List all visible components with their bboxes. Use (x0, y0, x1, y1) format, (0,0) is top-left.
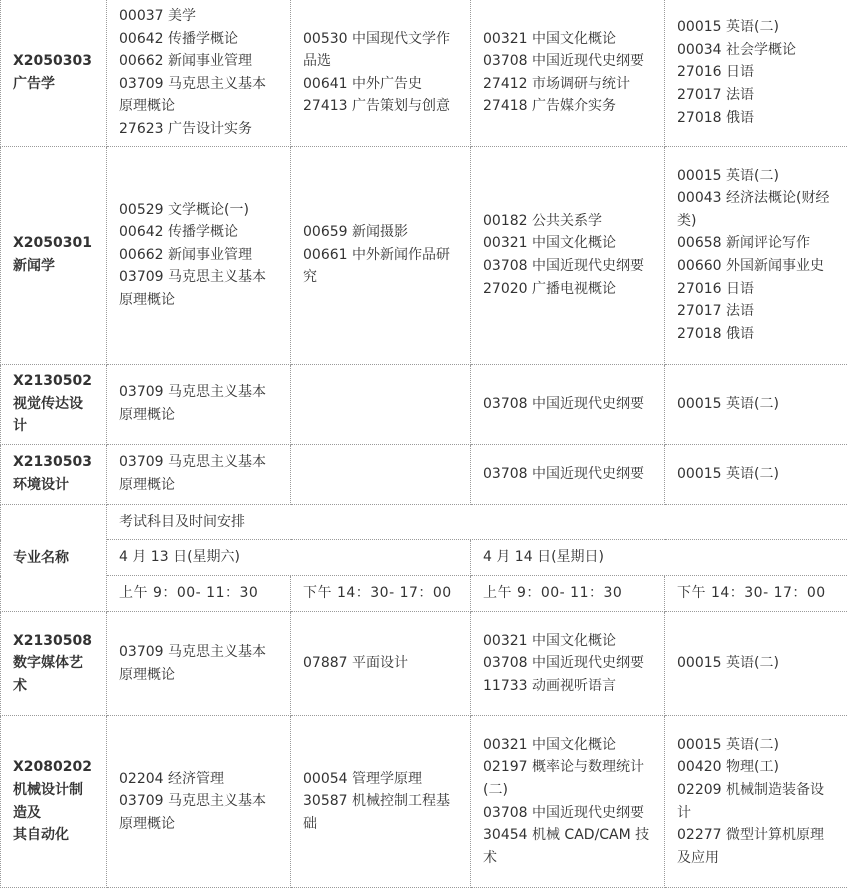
subject-item: 27413 广告策划与创意 (303, 95, 458, 118)
subject-item: 00182 公共关系学 (483, 210, 652, 233)
time-slot-header: 上午 9：00- 11：30 (471, 576, 665, 612)
subject-item: 00642 传播学概论 (119, 28, 278, 51)
subject-item: 03709 马克思主义基本原理概论 (119, 451, 278, 496)
table-row (1, 0, 848, 146)
subject-item: 27017 法语 (677, 84, 836, 107)
subject-item: 00662 新闻事业管理 (119, 50, 278, 73)
subjects-cell (471, 146, 665, 364)
major-cell (1, 146, 107, 364)
subjects-cell (291, 716, 471, 888)
major-cell (1, 716, 107, 888)
major-cell (1, 444, 107, 504)
header-row-slots (1, 576, 848, 612)
subject-item: 02197 概率论与数理统计(二) (483, 756, 652, 801)
subject-item: 03708 中国近现代史纲要 (483, 463, 652, 486)
subject-item: 02277 微型计算机原理及应用 (677, 824, 836, 869)
subject-item: 27623 广告设计实务 (119, 118, 278, 141)
major-name: 环境设计 (13, 474, 94, 497)
subject-item: 27018 俄语 (677, 323, 836, 346)
subject-item: 00321 中国文化概论 (483, 630, 652, 653)
subject-item: 27412 市场调研与统计 (483, 73, 652, 96)
major-name: 新闻学 (13, 255, 94, 278)
major-cell (1, 364, 107, 444)
subjects-cell (471, 716, 665, 888)
major-code: X2050303 (13, 50, 94, 73)
header-row-days (1, 540, 848, 576)
header-row-schedule (1, 504, 848, 540)
subjects-cell (665, 612, 848, 716)
subjects-cell (665, 146, 848, 364)
major-code: X2130502 (13, 370, 94, 393)
subject-item: 03708 中国近现代史纲要 (483, 50, 652, 73)
subject-item: 27016 日语 (677, 278, 836, 301)
major-name: 广告学 (13, 73, 94, 96)
subject-item: 00043 经济法概论(财经类) (677, 187, 836, 232)
subject-item: 00420 物理(工) (677, 756, 836, 779)
subjects-cell (291, 444, 471, 504)
major-cell (1, 0, 107, 146)
subject-item: 27016 日语 (677, 61, 836, 84)
subject-item: 02209 机械制造装备设计 (677, 779, 836, 824)
subject-item: 00054 管理学原理 (303, 768, 458, 791)
subject-item: 03708 中国近现代史纲要 (483, 255, 652, 278)
subjects-cell (291, 146, 471, 364)
major-code: X2080202 (13, 756, 94, 779)
subjects-cell (291, 612, 471, 716)
subject-item: 27018 俄语 (677, 107, 836, 130)
subjects-cell (665, 364, 848, 444)
time-slot-header: 下午 14：30- 17：00 (665, 576, 848, 612)
table-row (1, 444, 848, 504)
subject-item: 00661 中外新闻作品研究 (303, 244, 458, 289)
subject-item: 00015 英语(二) (677, 16, 836, 39)
subjects-cell (471, 364, 665, 444)
subject-item: 07887 平面设计 (303, 652, 458, 675)
subject-item: 00034 社会学概论 (677, 39, 836, 62)
major-name: 机械设计制造及 (13, 779, 94, 824)
major-name-header: 专业名称 (1, 504, 107, 612)
table-row (1, 716, 848, 888)
subject-item: 00659 新闻摄影 (303, 221, 458, 244)
subjects-cell (665, 0, 848, 146)
day-header-1: 4 月 13 日(星期六) (107, 540, 471, 576)
subject-item: 27017 法语 (677, 300, 836, 323)
major-cell (1, 612, 107, 716)
subject-item: 00642 传播学概论 (119, 221, 278, 244)
schedule-header: 考试科目及时间安排 (107, 504, 848, 540)
subjects-cell (665, 444, 848, 504)
major-name: 数字媒体艺术 (13, 652, 94, 697)
subjects-cell (471, 444, 665, 504)
table-row (1, 146, 848, 364)
subject-item: 02204 经济管理 (119, 768, 278, 791)
subject-item: 00321 中国文化概论 (483, 734, 652, 757)
subjects-cell (291, 364, 471, 444)
subject-item: 00641 中外广告史 (303, 73, 458, 96)
subject-item: 03709 马克思主义基本原理概论 (119, 266, 278, 311)
subjects-cell (107, 612, 291, 716)
subject-item: 30587 机械控制工程基础 (303, 790, 458, 835)
subject-item: 00321 中国文化概论 (483, 232, 652, 255)
subject-item: 00660 外国新闻事业史 (677, 255, 836, 278)
subjects-cell (107, 716, 291, 888)
major-name: 其自动化 (13, 824, 94, 847)
day-header-2: 4 月 14 日(星期日) (471, 540, 848, 576)
subjects-cell (107, 444, 291, 504)
subject-item: 00662 新闻事业管理 (119, 244, 278, 267)
major-code: X2130508 (13, 630, 94, 653)
table-row (1, 364, 848, 444)
major-code: X2130503 (13, 451, 94, 474)
time-slot-header: 上午 9：00- 11：30 (107, 576, 291, 612)
subjects-cell (471, 0, 665, 146)
subject-item: 03708 中国近现代史纲要 (483, 393, 652, 416)
subject-item: 03708 中国近现代史纲要 (483, 652, 652, 675)
subject-item: 00015 英语(二) (677, 734, 836, 757)
subject-item: 00015 英语(二) (677, 652, 836, 675)
major-name: 视觉传达设计 (13, 393, 94, 438)
subject-item: 00037 美学 (119, 5, 278, 28)
major-code: X2050301 (13, 232, 94, 255)
subject-item: 00015 英语(二) (677, 463, 836, 486)
subject-item: 00015 英语(二) (677, 165, 836, 188)
subject-item: 11733 动画视听语言 (483, 675, 652, 698)
subject-item: 03709 马克思主义基本原理概论 (119, 641, 278, 686)
subjects-cell (665, 716, 848, 888)
subject-item: 00529 文学概论(一) (119, 199, 278, 222)
subjects-cell (107, 146, 291, 364)
subject-item: 03709 马克思主义基本原理概论 (119, 790, 278, 835)
time-slot-header: 下午 14：30- 17：00 (291, 576, 471, 612)
subjects-cell (471, 612, 665, 716)
subject-item: 27020 广播电视概论 (483, 278, 652, 301)
subject-item: 30454 机械 CAD/CAM 技术 (483, 824, 652, 869)
subjects-cell (291, 0, 471, 146)
subject-item: 03709 马克思主义基本原理概论 (119, 381, 278, 426)
subject-item: 00658 新闻评论写作 (677, 232, 836, 255)
subject-item: 00530 中国现代文学作品选 (303, 28, 458, 73)
subject-item: 27418 广告媒介实务 (483, 95, 652, 118)
subject-item: 00321 中国文化概论 (483, 28, 652, 51)
subjects-cell (107, 364, 291, 444)
table-row (1, 612, 848, 716)
subject-item: 03709 马克思主义基本原理概论 (119, 73, 278, 118)
subject-item: 03708 中国近现代史纲要 (483, 802, 652, 825)
subjects-cell (107, 0, 291, 146)
subject-item: 00015 英语(二) (677, 393, 836, 416)
